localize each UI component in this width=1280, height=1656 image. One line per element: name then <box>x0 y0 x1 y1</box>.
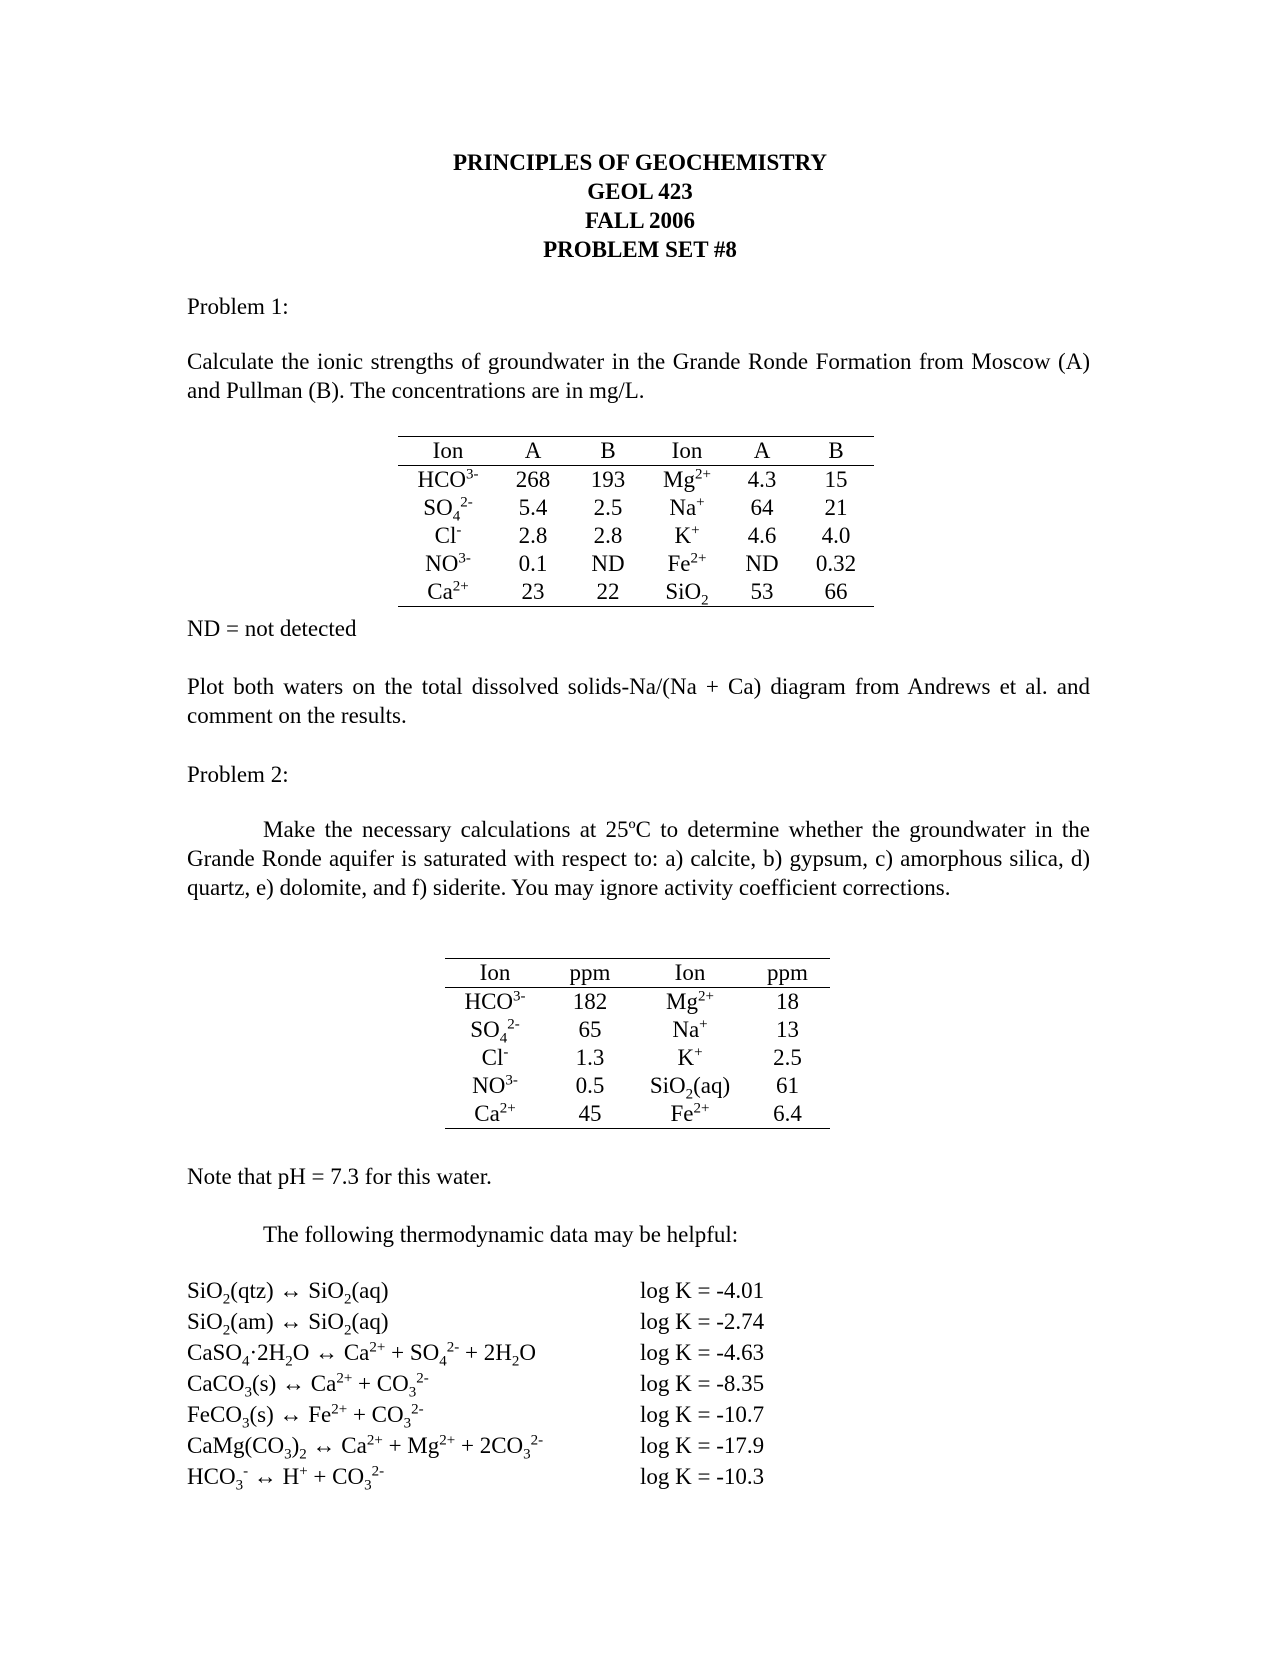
ion-cell: Cl- <box>481 1044 509 1070</box>
column-header: A <box>498 437 568 466</box>
log-k-value: log K = -8.35 <box>640 1371 765 1396</box>
table-row <box>445 1100 830 1129</box>
log-k-value: log K = -10.7 <box>640 1402 765 1427</box>
ion-cell: Na+ <box>672 1016 708 1042</box>
ppm-cell: 1.3 <box>575 1045 605 1070</box>
column-header: B <box>798 437 874 466</box>
value-a-cell: 4.6 <box>747 523 777 548</box>
value-a-cell: 268 <box>515 467 551 492</box>
problem1-plot-instructions: Plot both waters on the total dissolved solids-Na/(Na + Ca) diagram from Andrews et al. and comment on the results. <box>187 674 1090 728</box>
ion-cell: Na+ <box>669 494 705 520</box>
problem2-heading: Problem 2: <box>187 762 289 787</box>
value-b-cell: 22 <box>568 578 648 607</box>
ion-cell: $SO_4^{2-}$ <box>470 1016 520 1047</box>
value-a-cell: 2.8 <box>518 523 548 548</box>
ion-cell: $Fe^{2+}$ <box>667 550 707 576</box>
column-header: ppm <box>545 959 635 988</box>
ion-cell: $HCO^{3-}$ <box>464 988 526 1014</box>
ion-cell: $Ca^{2+}$ <box>445 1100 545 1129</box>
log-k-value: log K = -2.74 <box>640 1309 765 1334</box>
ppm-cell: 2.5 <box>773 1045 802 1070</box>
course-number: GEOL 423 <box>587 179 693 204</box>
column-header: Ion <box>398 437 498 466</box>
reaction-equation: $HCO_3^-$ ↔ $H^+ + CO_3^{2-}$ <box>187 1463 385 1494</box>
ion-cell: $NO^{3-}$ <box>425 550 471 576</box>
value-a-cell: 53 <box>726 578 798 607</box>
value-b-cell: 4.0 <box>821 523 851 548</box>
reaction-equation: $CaMg(CO_3)_2$ ↔ $Ca^{2+} + Mg^{2+} + 2CO_3^{2-}$ <box>187 1432 544 1463</box>
ppm-cell: 18 <box>776 989 799 1014</box>
value-a-cell: 4.3 <box>747 467 777 492</box>
reaction-equation: CaCO$_3$(s) ↔ $Ca^{2+} + CO_3^{2-}$ <box>187 1370 429 1401</box>
table-header-row <box>398 437 874 466</box>
term: FALL 2006 <box>584 208 696 233</box>
value-a-cell: 0.1 <box>518 551 548 576</box>
ppm-cell: 0.5 <box>575 1073 605 1098</box>
log-k-value: log K = -17.9 <box>640 1433 765 1458</box>
ppm-cell: 65 <box>578 1017 602 1042</box>
ph-note: Note that pH = 7.3 for this water. <box>187 1164 492 1189</box>
column-header: B <box>568 437 648 466</box>
value-b-cell: ND <box>591 551 625 576</box>
problem1-heading: Problem 1: <box>187 294 289 319</box>
ion-cell: $Mg^{2+}$ <box>663 466 711 492</box>
ion-cell: SiO$_2$(aq) <box>649 1073 731 1103</box>
reaction-equation: $CaSO_4\cdot 2H_2O$ ↔ $Ca^{2+} + SO_4^{2-} + 2H_2O$ <box>187 1339 536 1370</box>
value-a-cell: 64 <box>750 495 774 520</box>
value-a-cell: 23 <box>498 578 568 607</box>
ion-cell: $SO_4^{2-}$ <box>423 494 473 525</box>
ion-cell: SiO$_2$ <box>648 578 726 607</box>
column-header: Ion <box>648 437 726 466</box>
ion-cell: $Mg^{2+}$ <box>666 988 714 1014</box>
ion-cell: $NO^{3-}$ <box>472 1072 518 1098</box>
problem2-concentration-table <box>445 958 830 1129</box>
document-title-block <box>0 148 1280 264</box>
ion-cell: K+ <box>677 1044 703 1070</box>
value-a-cell: ND <box>745 551 779 576</box>
table-row <box>445 1072 830 1100</box>
log-k-value: log K = -4.63 <box>640 1340 765 1365</box>
nd-footnote: ND = not detected <box>187 616 357 641</box>
column-header: ppm <box>745 959 830 988</box>
value-b-cell: 2.8 <box>593 523 623 548</box>
column-header: Ion <box>445 959 545 988</box>
log-k-value: log K = -4.01 <box>640 1278 765 1303</box>
course-title: PRINCIPLES OF GEOCHEMISTRY <box>452 150 828 175</box>
value-a-cell: 5.4 <box>518 495 548 520</box>
ppm-cell: 6.4 <box>745 1100 830 1129</box>
log-k-value: log K = -10.3 <box>640 1464 765 1489</box>
ppm-cell: 182 <box>572 989 608 1014</box>
table-row <box>398 578 874 607</box>
table-row <box>398 494 874 522</box>
ion-cell: $HCO^{3-}$ <box>417 466 479 492</box>
problem1-concentration-table <box>398 436 874 607</box>
problem1-intro: Calculate the ionic strengths of groundwater in the Grande Ronde Formation from Moscow (A) and Pullman (B). The concentrations are in mg/L. <box>187 349 1090 403</box>
ppm-cell: 61 <box>776 1073 799 1098</box>
ion-cell: K+ <box>674 522 700 548</box>
table-row <box>445 1016 830 1044</box>
value-b-cell: 66 <box>798 578 874 607</box>
ion-cell: Cl- <box>434 522 462 548</box>
reaction-equation: FeCO$_3$(s) ↔ $Fe^{2+} + CO_3^{2-}$ <box>187 1401 424 1432</box>
table-header-row <box>445 959 830 988</box>
column-header: A <box>726 437 798 466</box>
table-row <box>445 1044 830 1072</box>
value-b-cell: 193 <box>590 467 626 492</box>
table-row <box>398 550 874 578</box>
reaction-equation: SiO$_2$(qtz) ↔ SiO$_2$(aq) <box>187 1278 389 1308</box>
problem-set-title: PROBLEM SET #8 <box>543 237 737 262</box>
table-row <box>445 988 830 1017</box>
value-b-cell: 15 <box>824 467 848 492</box>
table-row <box>398 522 874 550</box>
problem2-intro: Make the necessary calculations at 25ºC to determine whether the groundwater in the Grande Ronde aquifer is saturated with respect to: a) calcite, b) gypsum, c) amorphous silica, d) quartz, e) dolomite, and f) siderite. You may ignore activity coefficient corrections. <box>187 817 1090 900</box>
thermo-intro: The following thermodynamic data may be helpful: <box>263 1222 739 1247</box>
ppm-cell: 13 <box>776 1017 799 1042</box>
value-b-cell: 21 <box>824 495 848 520</box>
ppm-cell: 45 <box>545 1100 635 1129</box>
table-row <box>398 466 874 495</box>
value-b-cell: 0.32 <box>815 551 857 576</box>
column-header: Ion <box>635 959 745 988</box>
reaction-equation: SiO$_2$(am) ↔ SiO$_2$(aq) <box>187 1309 389 1339</box>
ion-cell: $Fe^{2+}$ <box>635 1100 745 1129</box>
ion-cell: $Ca^{2+}$ <box>398 578 498 607</box>
value-b-cell: 2.5 <box>593 495 623 520</box>
